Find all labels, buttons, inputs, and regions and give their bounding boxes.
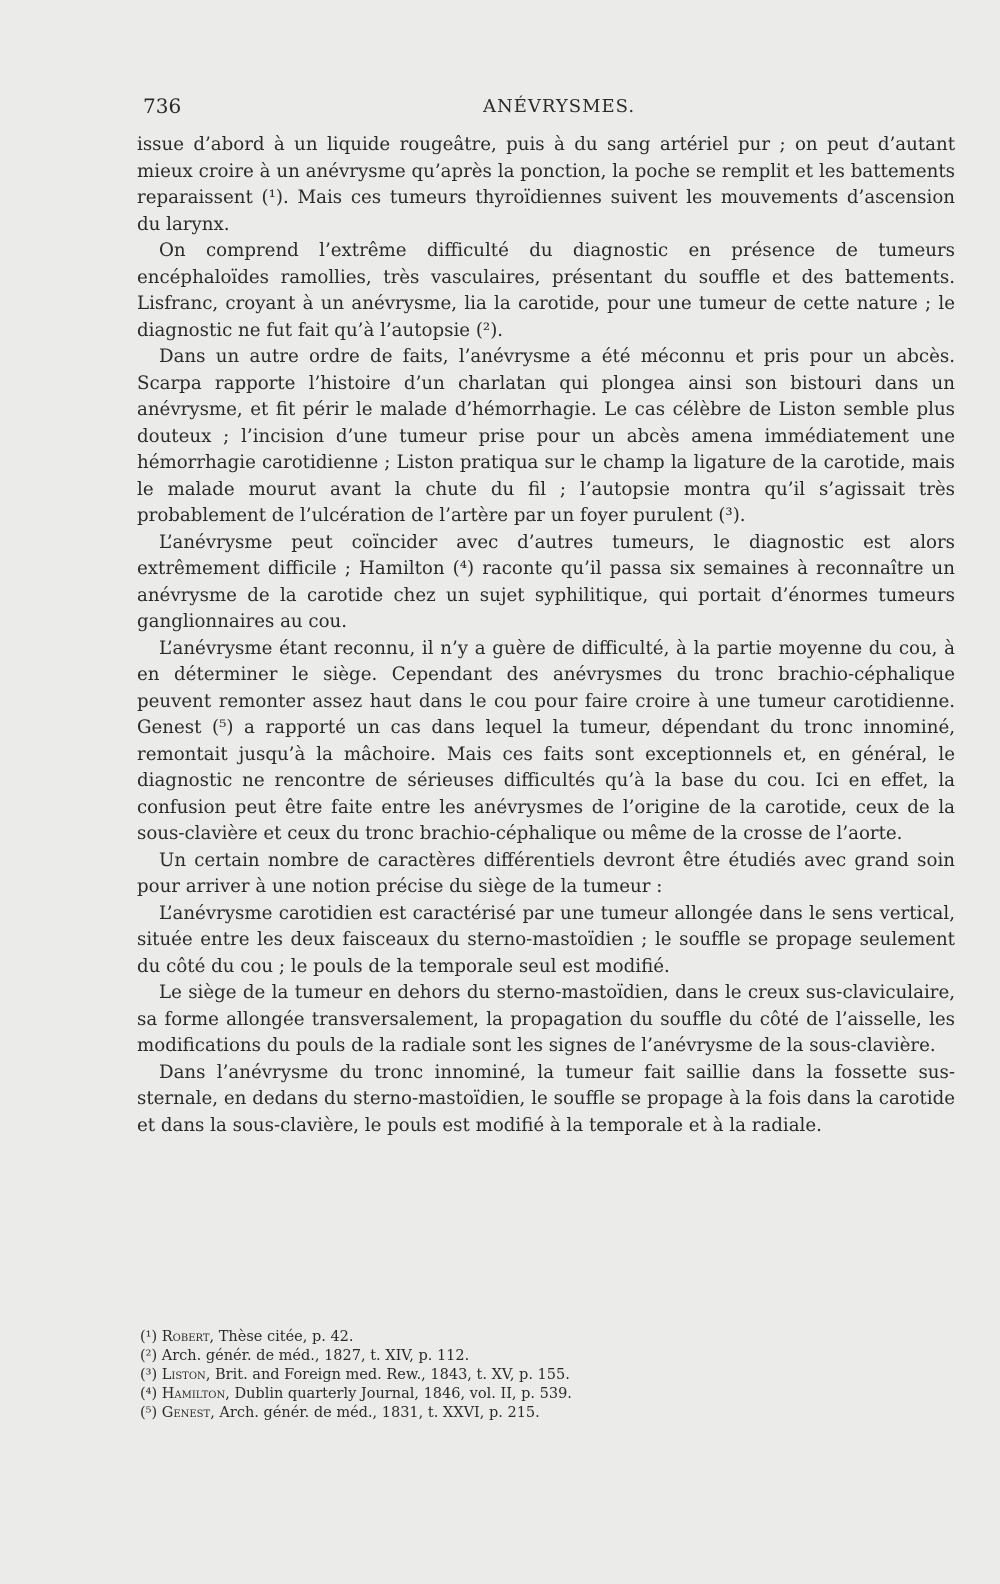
footnote-mark: (¹)	[140, 1329, 158, 1345]
footnote-author: Hamilton	[161, 1386, 226, 1402]
footnote	[140, 1404, 840, 1423]
footnote-text: , Dublin quarterly Journal, 1846, vol. II, p. 539.	[225, 1386, 572, 1402]
footnote-mark: (⁴)	[140, 1386, 158, 1402]
paragraph: L’anévrysme étant reconnu, il n’y a guère de difficulté, à la partie moyenne du cou, à en déterminer le siège. Cependant des anévrysmes du tronc brachio-céphalique peuvent remonter assez haut dans le cou pour faire croire à une tumeur carotidienne. Genest (⁵) a rapporté un cas dans lequel la tumeur, dépendant du tronc innominé, remontait jusqu’à la mâchoire. Mais ces faits sont exceptionnels et, en général, le diagnostic ne rencontre de sérieuses difficultés qu’à la base du cou. Ici en effet, la confusion peut être faite entre les anévrysmes de l’origine de la carotide, ceux de la sous-clavière et ceux du tronc brachio-céphalique ou même de la crosse de l’aorte.	[137, 637, 955, 844]
footnote-author: Robert	[161, 1329, 210, 1345]
footnote-author: Liston	[161, 1367, 206, 1383]
footnote	[140, 1385, 840, 1404]
paragraph: On comprend l’extrême difficulté du diagnostic en présence de tumeurs encéphaloïdes ramollies, très vasculaires, présentant du souffle et des battements. Lisfranc, croyant à un anévrysme, lia la carotide, pour une tumeur de cette nature ; le diagnostic ne fut fait qu’à l’autopsie (²).	[137, 240, 955, 341]
footnote-text: , Arch. génér. de méd., 1831, t. XXVI, p. 215.	[210, 1405, 540, 1421]
footnote-mark: (²)	[140, 1348, 158, 1364]
footnote-text: , Brit. and Foreign med. Rew., 1843, t. XV, p. 155.	[205, 1367, 570, 1383]
footnote-author: Genest	[161, 1405, 211, 1421]
running-head: ANÉVRYSMES.	[483, 96, 636, 117]
footnote	[140, 1328, 840, 1347]
footnote	[140, 1366, 840, 1385]
footnote-mark: (³)	[140, 1367, 158, 1383]
paragraph: issue d’abord à un liquide rougeâtre, puis à du sang artériel pur ; on peut d’autant mieux croire à un anévrysme qu’après la ponction, la poche se remplit et les battements reparaissent (¹). Mais ces tumeurs thyroïdiennes suivent les mouvements d’ascension du larynx.	[137, 134, 955, 235]
paragraph: Le siège de la tumeur en dehors du sterno-mastoïdien, dans le creux sus-claviculaire, sa forme allongée transversalement, la propagation du souffle du côté de l’aisselle, les modifications du pouls de la radiale sont les signes de l’anévrysme de la sous-clavière.	[137, 982, 955, 1056]
paragraph: Dans l’anévrysme du tronc innominé, la tumeur fait saillie dans la fossette sus-sternale, en dedans du sterno-mastoïdien, le souffle se propage à la fois dans la carotide et dans la sous-clavière, le pouls est modifié à la temporale et à la radiale.	[137, 1061, 955, 1136]
paragraph: Un certain nombre de caractères différentiels devront être étudiés avec grand soin pour arriver à une notion précise du siège de la tumeur :	[137, 849, 955, 897]
footnote-text: , Thèse citée, p. 42.	[209, 1329, 354, 1345]
page-number: 736	[143, 94, 182, 118]
paragraph: Dans un autre ordre de faits, l’anévrysme a été méconnu et pris pour un abcès. Scarpa rapporte l’histoire d’un charlatan qui plongea ainsi son bistouri dans un anévrysme, et fit périr le malade d’hémorrhagie. Le cas célèbre de Liston semble plus douteux ; l’incision d’une tumeur prise pour un abcès amena immédiatement une hémorrhagie carotidienne ; Liston pratiqua sur le champ la ligature de la carotide, mais le malade mourut avant la chute du fil ; l’autopsie montra qu’il s’agissait très probablement de l’ulcération de l’artère par un foyer purulent (³).	[137, 346, 955, 526]
paragraph: L’anévrysme peut coïncider avec d’autres tumeurs, le diagnostic est alors extrêmement difficile ; Hamilton (⁴) raconte qu’il passa six semaines à reconnaître un anévrysme de la carotide chez un sujet syphilitique, qui portait d’énormes tumeurs ganglionnaires au cou.	[137, 531, 955, 632]
paragraph: L’anévrysme carotidien est caractérisé par une tumeur allongée dans le sens vertical, située entre les deux faisceaux du sterno-mastoïdien ; le souffle se propage seulement du côté du cou ; le pouls de la temporale seul est modifié.	[137, 902, 955, 977]
footnote-mark: (⁵)	[140, 1405, 158, 1421]
page-header	[143, 94, 955, 124]
footnote	[140, 1347, 840, 1366]
footnote-text: Arch. génér. de méd., 1827, t. XIV, p. 112.	[161, 1348, 470, 1364]
footnotes	[140, 1328, 840, 1423]
body-text	[137, 132, 955, 1139]
